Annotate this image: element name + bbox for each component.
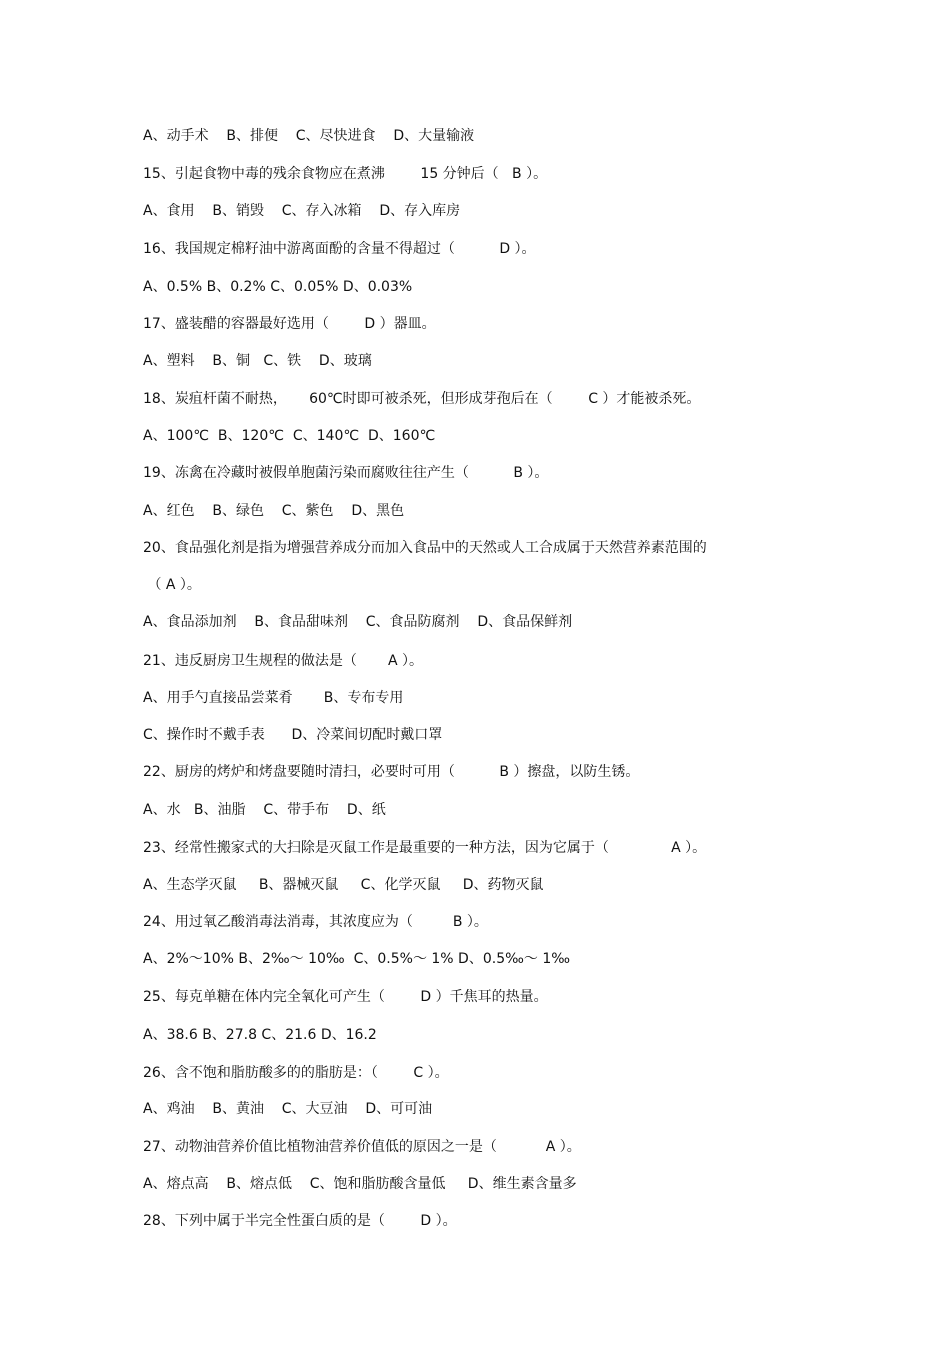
text-line: 19、冻禽在冷藏时被假单胞菌污染而腐败往往产生（ B ）。 bbox=[143, 465, 549, 481]
text-line: 17、盛装醋的容器最好选用（ D ）器皿。 bbox=[143, 316, 436, 332]
text-line: 18、炭疽杆菌不耐热， 60℃时即可被杀死，但形成芽孢后在（ C ）才能被杀死。 bbox=[143, 391, 701, 407]
text-line: 21、违反厨房卫生规程的做法是（ A ）。 bbox=[143, 653, 423, 669]
text-line: A、0.5% B、0.2% C、0.05% D、0.03% bbox=[143, 279, 413, 295]
text-line: A、动手术 B、排便 C、尽快进食 D、大量输液 bbox=[143, 128, 475, 144]
text-line: 20、食品强化剂是指为增强营养成分而加入食品中的天然或人工合成属于天然营养素范围的 bbox=[143, 540, 707, 556]
text-line: A、红色 B、绿色 C、紫色 D、黑色 bbox=[143, 503, 405, 519]
text-line: （ A ）。 bbox=[143, 577, 201, 593]
text-line: 16、我国规定棉籽油中游离面酚的含量不得超过（ D ）。 bbox=[143, 241, 536, 257]
text-line: A、100℃ B、120℃ C、140℃ D、160℃ bbox=[143, 428, 436, 444]
text-line: 26、含不饱和脂肪酸多的的脂肪是：（ C ）。 bbox=[143, 1065, 449, 1081]
text-line: C、操作时不戴手表 D、冷菜间切配时戴口罩 bbox=[143, 727, 443, 743]
text-line: A、食用 B、销毁 C、存入冰箱 D、存入库房 bbox=[143, 203, 461, 219]
text-line: 27、动物油营养价值比植物油营养价值低的原因之一是（ A ）。 bbox=[143, 1139, 581, 1155]
text-line: 23、经常性搬家式的大扫除是灭鼠工作是最重要的一种方法，因为它属于（ A ）。 bbox=[143, 840, 707, 856]
text-line: 28、下列中属于半完全性蛋白质的是（ D ）。 bbox=[143, 1213, 457, 1229]
text-line: 24、用过氧乙酸消毒法消毒，其浓度应为（ B ）。 bbox=[143, 914, 488, 930]
text-line: A、用手勺直接品尝菜肴 B、专布专用 bbox=[143, 690, 404, 706]
text-line: 15、引起食物中毒的残余食物应在煮沸 15 分钟后（ B ）。 bbox=[143, 166, 548, 182]
text-line: A、2%～10% B、2‰～ 10‰ C、0.5%～ 1% D、0.5‰～ 1‰ bbox=[143, 951, 571, 967]
text-line: A、38.6 B、27.8 C、21.6 D、16.2 bbox=[143, 1027, 377, 1043]
text-line: 22、厨房的烤炉和烤盘要随时清扫，必要时可用（ B ）擦盘，以防生锈。 bbox=[143, 764, 640, 780]
text-line: A、水 B、油脂 C、带手布 D、纸 bbox=[143, 802, 386, 818]
text-line: A、食品添加剂 B、食品甜味剂 C、食品防腐剂 D、食品保鲜剂 bbox=[143, 614, 573, 630]
text-line: 25、每克单糖在体内完全氧化可产生（ D ）千焦耳的热量。 bbox=[143, 989, 548, 1005]
text-line: A、鸡油 B、黄油 C、大豆油 D、可可油 bbox=[143, 1101, 433, 1117]
text-line: A、熔点高 B、熔点低 C、饱和脂肪酸含量低 D、维生素含量多 bbox=[143, 1176, 577, 1192]
text-line: A、塑料 B、铜 C、铁 D、玻璃 bbox=[143, 353, 372, 369]
text-line: A、生态学灭鼠 B、器械灭鼠 C、化学灭鼠 D、药物灭鼠 bbox=[143, 877, 544, 893]
